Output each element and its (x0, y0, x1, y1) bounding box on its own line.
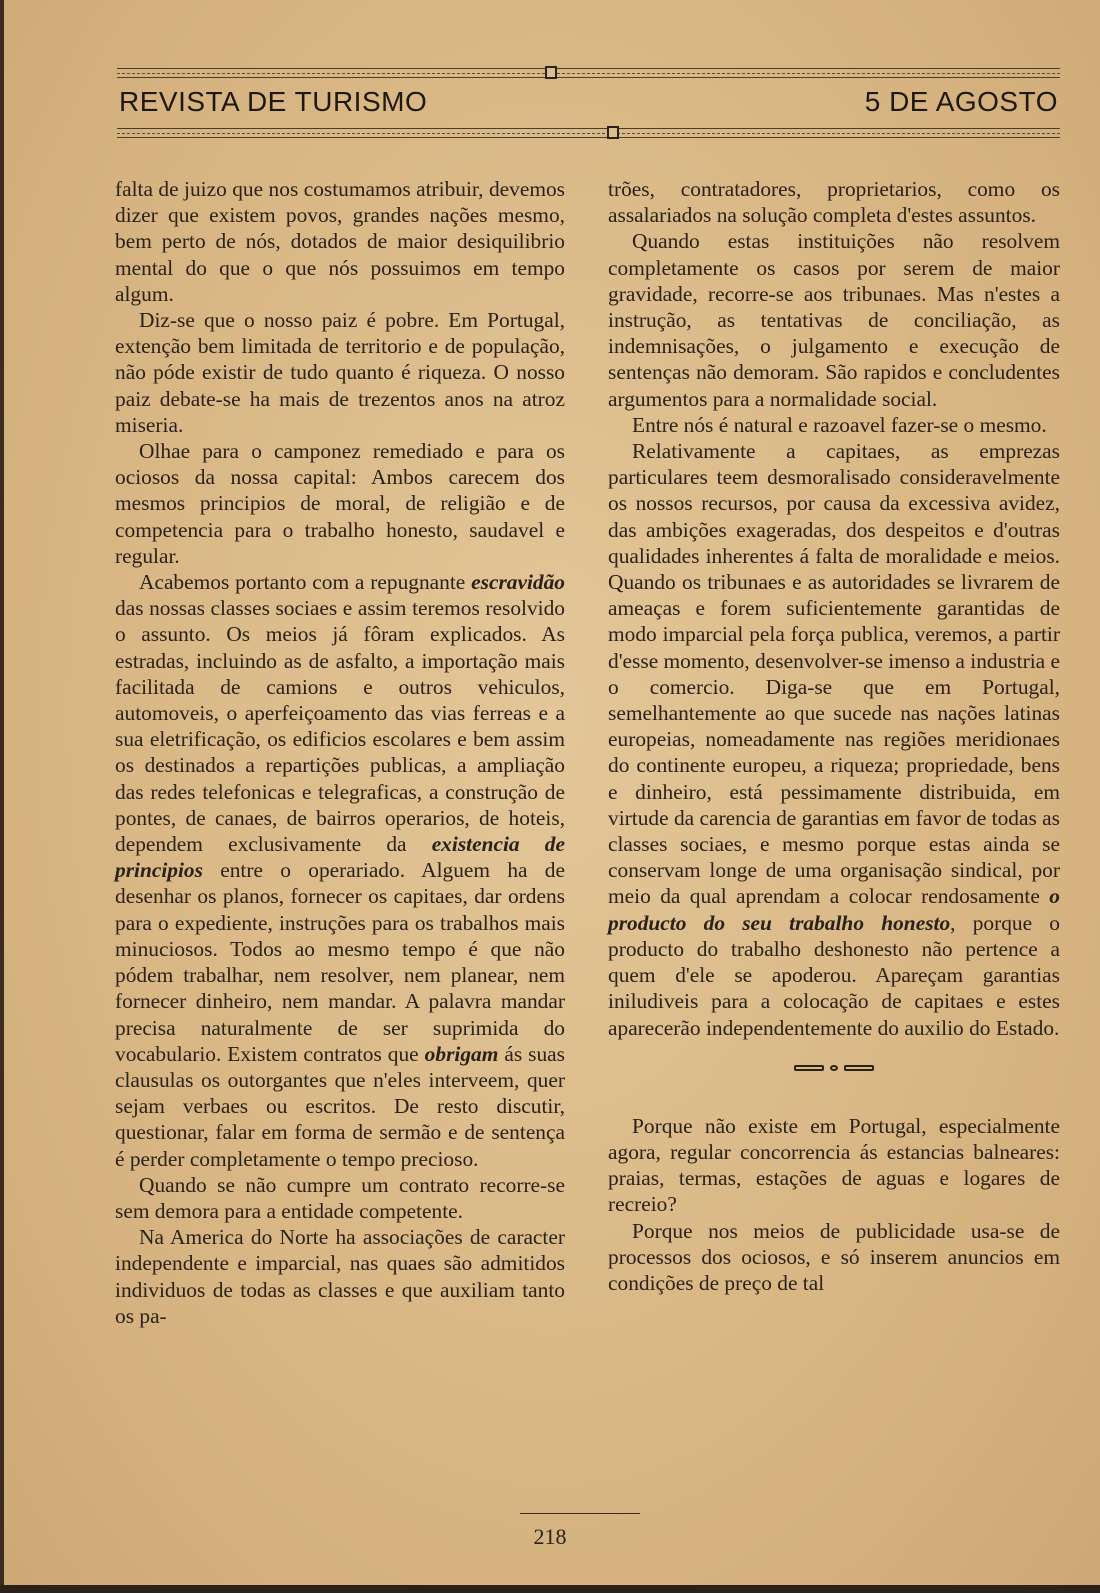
paragraph (608, 438, 1060, 1041)
issue-date: 5 DE AGOSTO (864, 86, 1058, 117)
emphasized-text: existencia de principios (115, 832, 565, 883)
rule-ornament-box (607, 126, 619, 139)
footer-rule (520, 1513, 640, 1514)
emphasized-text: escravidão (471, 570, 565, 595)
text-run: , porque o producto do trabalho deshonesto não pertence a quem d'ele se apoderou. Apareçam garantias iniludiveis para a colocação de capitaes e estes aparecerão independentemente do auxilio do Estado. (608, 910, 1060, 1040)
paragraph: Quando estas instituições não resolvem completamente os casos por serem de maior gravidade, recorre-se aos tribunaes. Mas n'estes a instrução, as tentativas de conciliação, as indemnisações, o julgamento e execução de sentenças não demoram. São rapidos e concludentes argumentos para a normalidade social. (608, 229, 1060, 411)
text-run: Relativamente a capitaes, as emprezas particulares teem desmoralisado consideravelmente os nossos recursos, por causa da excessiva avidez, das ambições exageradas, dos despeitos e d'outras qualidades inherentes á falta de moralidade e meios. Quando os tribunaes e as autoridades se livrarem de ameaças e forem suficientemente garantidas de modo imparcial pela força publica, veremos, a partir d'esse momento, desenvolver-se imenso a industria e o comercio. Diga-se que em Portugal, semelhantemente ao que sucede nas nações latinas europeias, nomeadamente nas regiões meridionaes do continente europeu, a riqueza; propriedade, bens e dinheiro, está pessimamente distribuida, em virtude da carencia de garantias em favor de todas as classes sociaes, e mesmo porque estas ainda se conservam longe de uma organisação sindical, por meio da qual aprendam a colocar rendosamente (608, 439, 1060, 909)
text-run: ás suas clausulas os outorgantes que n'eles interveem, quer sejam verbaes ou escritos. De resto discutir, questionar, falar em forma de sermão e de sentença é perder completamente o tempo precioso. (115, 1041, 565, 1171)
paragraph (115, 569, 565, 1172)
text-run: Acabemos portanto com a repugnante (139, 570, 472, 595)
text-run: entre o operariado. Alguem ha de desenhar os planos, fornecer os capitaes, dar ordens para o expediente, instruções para os trabalhos mais minuciosos. Todos ao mesmo tempo é que não pódem trabalhar, nem resolver, nem planear, nem fornecer dinheiro, nem mandar. A palavra mandar precisa naturalmente de ser suprimida do vocabulario. Existem contratos que (115, 858, 565, 1066)
paragraph: Diz-se que o nosso paiz é pobre. Em Portugal, extenção bem limitada de territorio e de população, não póde existir de tudo quanto é riqueza. O nosso paiz debate-se ha mais de trezentos anos na atroz miseria. (115, 308, 565, 437)
paragraph: Quando se não cumpre um contrato recorre-se sem demora para a entidade competente. (115, 1172, 565, 1223)
emphasized-text: obrigam (424, 1041, 499, 1066)
paragraph: trões, contratadores, proprietarios, como os assalariados na solução completa d'estes assuntos. (608, 177, 1060, 228)
paragraph: Porque não existe em Portugal, especialmente agora, regular concorrencia ás estancias balneares: praias, termas, estações de aguas e logares de recreio? (608, 1113, 1060, 1217)
left-text-column (115, 176, 565, 1329)
paragraph: Na America do Norte ha associações de caracter independente e imparcial, nas quaes são admitidos individuos de todas as classes e que auxiliam tanto os pa- (115, 1225, 565, 1328)
magazine-title: REVISTA DE TURISMO (119, 86, 428, 117)
section-divider-ornament (794, 1061, 874, 1075)
paragraph: falta de juizo que nos costumamos atribuir, devemos dizer que existem povos, grandes nações mesmo, bem perto de nós, dotados de maior desiquilibrio mental do que o que nós possuimos em tempo algum. (115, 177, 565, 306)
paragraph: Porque nos meios de publicidade usa-se de processos dos ociosos, e só inserem anuncios em condições de preço de tal (608, 1218, 1060, 1295)
rule-ornament-box (545, 66, 557, 79)
paragraph: Entre nós é natural e razoavel fazer-se o mesmo. (632, 412, 1047, 437)
paragraph: Olhae para o camponez remediado e para os ociosos da nossa capital: Ambos carecem dos mesmos principios de moral, de religião e de competencia para o trabalho honesto, saudavel e regular. (115, 439, 565, 568)
right-text-column (608, 176, 1060, 1296)
page-bottom-edge (0, 1585, 1100, 1593)
page-number: 218 (533, 1524, 567, 1549)
page-edge-shadow (0, 0, 4, 1593)
emphasized-text: o producto do seu trabalho honesto (608, 884, 1060, 935)
text-run: das nossas classes sociaes e assim teremos resolvido o assunto. Os meios já fôram explicados. As estradas, incluindo as de asfalto, a importação mais facilitada de camions e outros vehiculos, automoveis, o aperfeiçoamento das vias ferreas e a sua eletrificação, os edificios escolares e bem assim os destinados a repartições publicas, a ampliação das redes telefonicas e telegraficas, a construção de pontes, de canaes, de bairros operarios, de hoteis, dependem exclusivamente da (115, 596, 565, 857)
